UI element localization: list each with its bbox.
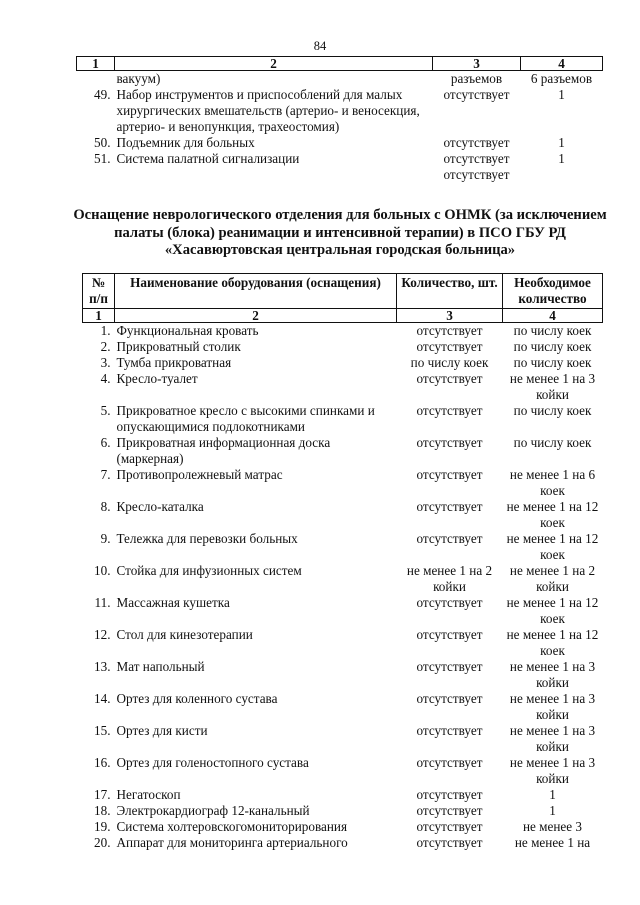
required-quantity: не менее 1 на 3 койки (509, 659, 596, 690)
quantity-value: отсутствует (416, 595, 483, 610)
col-number-2: 2 (115, 309, 397, 323)
row-number: 8. (100, 499, 111, 514)
table-row (77, 135, 603, 151)
row-number: 2. (100, 339, 111, 354)
required-quantity: не менее 1 на 3 койки (509, 371, 596, 402)
equipment-name: Электрокардиограф 12-канальный (116, 803, 310, 818)
equipment-name: Кресло-туалет (116, 371, 198, 386)
equipment-name: Прикроватный столик (116, 339, 241, 354)
row-number: 10. (94, 563, 111, 578)
column-number-row (77, 57, 603, 71)
quantity-value: отсутствует (416, 323, 483, 338)
table-row (83, 531, 603, 563)
continued-equipment-table (76, 56, 603, 183)
quantity-value: отсутствует (416, 467, 483, 482)
quantity-value: отсутствует (416, 403, 483, 418)
equipment-name: Прикроватная информационная доска (маркерная) (116, 435, 331, 466)
quantity-value: отсутствует (416, 755, 483, 770)
row-number: 19. (94, 819, 111, 834)
required-quantity: по числу коек (513, 355, 592, 370)
quantity-value: отсутствует (416, 435, 483, 450)
required-quantity: по числу коек (513, 435, 592, 450)
required-quantity: по числу коек (513, 403, 592, 418)
quantity-value: отсутствует (443, 87, 510, 102)
equipment-name: Стойка для инфузионных систем (116, 563, 302, 578)
quantity-value: отсутствует (416, 835, 483, 850)
equipment-name: Тумба прикроватная (116, 355, 232, 370)
required-quantity: не менее 1 на 12 коек (506, 499, 599, 530)
required-quantity: 6 разъемов (530, 71, 593, 86)
row-number: 3. (100, 355, 111, 370)
quantity-value: отсутствует (416, 499, 483, 514)
row-number (77, 71, 115, 88)
row-number: 16. (94, 755, 111, 770)
equipment-table-body (83, 323, 603, 852)
table-row (83, 691, 603, 723)
section-title: Оснащение неврологического отделения для больных с ОНМК (за исключением палаты (блока) реанимации и интенсивной терапии) в ПСО ГБУ РД «Хасавюртовская центральная городская больница» (73, 207, 607, 258)
header-qty: Количество, шт. (397, 274, 503, 309)
equipment-name: Система палатной сигнализации (116, 151, 300, 166)
table-row (77, 87, 603, 135)
quantity-value: не менее 1 на 2 койки (406, 563, 493, 594)
equipment-name: Негатоскоп (116, 787, 181, 802)
quantity-value: отсутствует (416, 659, 483, 674)
quantity-value: отсутствует (416, 371, 483, 386)
table-row (83, 339, 603, 355)
col-number-4: 4 (503, 309, 603, 323)
row-number: 12. (94, 627, 111, 642)
page-number: 84 (313, 39, 327, 53)
table-row (83, 659, 603, 691)
required-quantity: не менее 1 на 12 коек (506, 595, 599, 626)
required-quantity: не менее 1 на (514, 835, 591, 850)
row-number: 6. (100, 435, 111, 450)
equipment-name: Аппарат для мониторинга артериального (116, 835, 348, 850)
table-row (83, 835, 603, 851)
quantity-value: отсутствует (416, 723, 483, 738)
col-number-2: 2 (115, 57, 433, 71)
row-number: 20. (94, 835, 111, 850)
required-quantity: не менее 1 на 3 койки (509, 691, 596, 722)
row-number: 4. (100, 371, 111, 386)
quantity-value: отсутствует (443, 135, 510, 150)
required-quantity: по числу коек (513, 339, 592, 354)
quantity-value: отсутствует (416, 339, 483, 354)
table-row (83, 323, 603, 340)
quantity-value: отсутствует (416, 819, 483, 834)
equipment-name: Тележка для перевозки больных (116, 531, 298, 546)
equipment-name: Прикроватное кресло с высокими спинками и опускающимися подлокотниками (116, 403, 375, 434)
row-number: 51. (94, 151, 111, 166)
equipment-name: Кресло-каталка (116, 499, 204, 514)
row-number: 50. (94, 135, 111, 150)
required-quantity: не менее 3 (522, 819, 583, 834)
row-number: 13. (94, 659, 111, 674)
quantity-value: отсутствует (416, 531, 483, 546)
equipment-name: Мат напольный (116, 659, 205, 674)
table-row (77, 151, 603, 183)
row-number: 14. (94, 691, 111, 706)
table-row (83, 803, 603, 819)
header-name: Наименование оборудования (оснащения) (115, 274, 397, 309)
table-row (83, 403, 603, 435)
required-quantity: не менее 1 на 6 коек (509, 467, 596, 498)
quantity-value: отсутствует отсутствует (443, 151, 510, 182)
row-number: 7. (100, 467, 111, 482)
quantity-value: отсутствует (416, 803, 483, 818)
required-quantity: не менее 1 на 3 койки (509, 723, 596, 754)
table-header-row (83, 274, 603, 309)
row-number: 11. (94, 595, 111, 610)
row-number: 1. (100, 323, 111, 338)
required-quantity: не менее 1 на 12 коек (506, 627, 599, 658)
quantity-value: отсутствует (416, 691, 483, 706)
required-quantity: по числу коек (513, 323, 592, 338)
table-row (83, 627, 603, 659)
equipment-name: Ортез для коленного сустава (116, 691, 278, 706)
required-quantity: 1 (558, 151, 565, 166)
col-number-3: 3 (433, 57, 521, 71)
continued-table-body (77, 71, 603, 184)
col-number-1: 1 (77, 57, 115, 71)
table-row (83, 595, 603, 627)
table-row (83, 723, 603, 755)
header-num: № п/п (83, 274, 115, 309)
equipment-name: Подъемник для больных (116, 135, 255, 150)
equipment-name: Массажная кушетка (116, 595, 230, 610)
row-number: 18. (94, 803, 111, 818)
required-quantity: не менее 1 на 3 койки (509, 755, 596, 786)
equipment-name: Набор инструментов и приспособлений для малых хирургических вмешательств (артерио- и веносекция, артерио- и венопункция, трахеостомия) (116, 87, 420, 134)
table-row (83, 755, 603, 787)
row-number: 15. (94, 723, 111, 738)
col-number-3: 3 (397, 309, 503, 323)
table-row (83, 787, 603, 803)
row-number: 49. (94, 87, 111, 102)
quantity-value: отсутствует (416, 787, 483, 802)
equipment-name: вакуум) (116, 71, 161, 86)
required-quantity: 1 (558, 135, 565, 150)
col-number-1: 1 (83, 309, 115, 323)
row-number: 17. (94, 787, 111, 802)
table-row (83, 467, 603, 499)
quantity-value: отсутствует (416, 627, 483, 642)
table-row (83, 355, 603, 371)
table-row (77, 71, 603, 88)
table-row (83, 819, 603, 835)
quantity-value: по числу коек (410, 355, 489, 370)
equipment-name: Функциональная кровать (116, 323, 259, 338)
quantity-value: разъемов (450, 71, 503, 86)
required-quantity: 1 (549, 803, 556, 818)
table-row (83, 499, 603, 531)
table-row (83, 563, 603, 595)
equipment-name: Стол для кинезотерапии (116, 627, 253, 642)
equipment-name: Система холтеровскогомониторирования (116, 819, 348, 834)
equipment-name: Противопролежневый матрас (116, 467, 283, 482)
header-required: Необходимое количество (503, 274, 603, 309)
equipment-table (82, 273, 603, 851)
required-quantity: не менее 1 на 12 коек (506, 531, 599, 562)
column-number-row (83, 309, 603, 323)
row-number: 5. (100, 403, 111, 418)
table-row (83, 371, 603, 403)
equipment-name: Ортез для кисти (116, 723, 208, 738)
row-number: 9. (100, 531, 111, 546)
table-row (83, 435, 603, 467)
required-quantity: 1 (558, 87, 565, 102)
equipment-name: Ортез для голеностопного сустава (116, 755, 309, 770)
required-quantity: не менее 1 на 2 койки (509, 563, 596, 594)
col-number-4: 4 (521, 57, 603, 71)
required-quantity: 1 (549, 787, 556, 802)
